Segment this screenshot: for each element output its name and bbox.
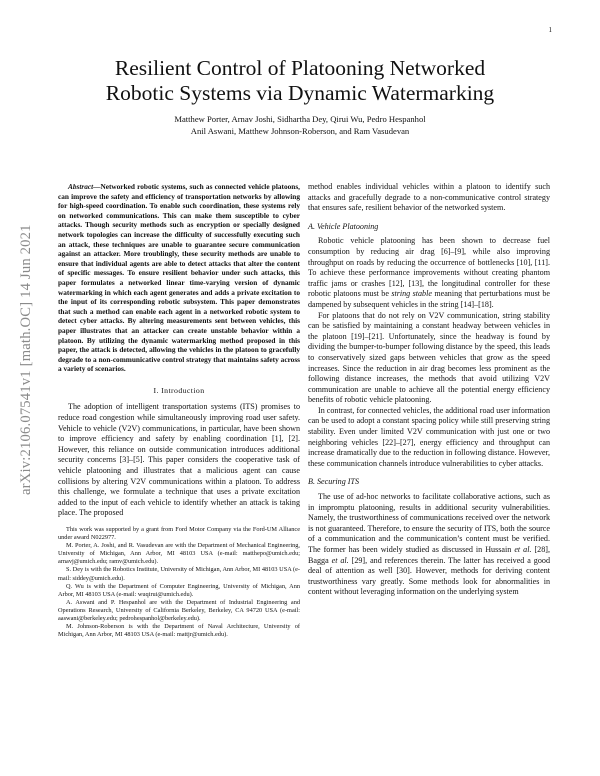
footnote-affiliation: A. Aswani and P. Hespanhol are with the Department of Industrial Engineering and Operations Research, University of California Berkeley, Berkeley, CA 94720 USA (e-mail: aaswani@berkeley.edu; pedrohespanhol@berkeley.edu). [58, 598, 300, 623]
text-run: [29], and references therein. The latter has received a good deal of attention as well [30]. However, methods for deriving content trustworthiness vary greatly. Some methods look for abnormalities in content without leveraging information on the underlying system [308, 555, 550, 597]
abstract-lead: Abstract [68, 182, 94, 191]
footnote-affiliation: Q. Wu is with the Department of Computer Engineering, University of Michigan, Ann Arbor, MI 48103 USA (e-mail: wuqirui@umich.edu). [58, 582, 300, 598]
paper-title [55, 56, 545, 106]
author-line-1: Matthew Porter, Arnav Joshi, Sidhartha Dey, Qirui Wu, Pedro Hespanhol [174, 114, 426, 124]
author-list [80, 113, 520, 137]
vehicle-platooning-paragraph-3: In contrast, for connected vehicles, the additional road user information can be used to adopt a constant spacing policy while still preserving string stability. Even under limited V2V communication with just one or two neighboring vehicles [22]–[27], energy efficiency and throughput can increase dramatically due to the reduction in following distance. However, these communication channels introduce vulnerabilities to cyber attacks. [308, 405, 550, 468]
emphasis-et-al: et al. [331, 555, 349, 565]
title-line-1: Resilient Control of Platooning Networked [114, 56, 486, 80]
footnote-affiliation: S. Dey is with the Robotics Institute, University of Michigan, Ann Arbor, MI 48103 USA (e-mail: siddey@umich.edu). [58, 566, 300, 582]
left-column [58, 182, 300, 639]
subsection-heading-vehicle-platooning: A. Vehicle Platooning [308, 221, 379, 231]
text-run: The use of ad-hoc networks to facilitate collaborative actions, such as in impromptu platooning, results in additional security vulnerabilities. Namely, the trustworthiness of communications received over the network is not guaranteed. Therefore, to ensure the security of ITS, both the source of a communication and the communication’s content must be verified. The former has been widely studied as discussed in Hussain [308, 492, 550, 554]
subsection-heading-securing-its: B. Securing ITS [308, 477, 360, 487]
emphasis-string-stable: string stable [391, 289, 432, 299]
abstract-text: —Networked robotic systems, such as connected vehicle platoons, can improve the safety and efficiency of transportation networks by allowing for high-speed coordination. To enable such coordination, these systems rely on networked communications. This can make them susceptible to cyber attacks. Though security methods such as encryption or specially designed network topologies can increase the difficulty of successfully executing such an attack, these techniques are unable to guarantee secure communication against an attacker. More troublingly, these security methods are unable to ensure that individual agents are able to detect attacks that alter the content of specific messages. To ensure resilient behavior under such attacks, this paper formulates a networked linear time-varying version of dynamic watermarking in which each agent generates and adds a private excitation to the input of its corresponding robotic subsystem. This paper demonstrates that such a method can enable each agent in a networked robotic system to detect cyber attacks. By altering measurements sent between vehicles, this paper illustrates that an attacker can create unstable behavior within a platoon. By utilizing the dynamic watermarking method proposed in this paper, the attack is detected, allowing the vehicles in the platoon to gracefully degrade to a non-communicative control strategy that maintains safety across a variety of scenarios. [58, 182, 300, 374]
footnote-affiliation: M. Porter, A. Joshi, and R. Vasudevan are with the Department of Mechanical Engineering, University of Michigan, Ann Arbor, MI 48103 USA (e-mail: matthepo@umich.edu; arnavj@umich.edu; ramv@umich.edu). [58, 542, 300, 566]
text-run: Robotic vehicle platooning has been shown to decrease fuel consumption by reducing air drag [6]–[9], while also improving throughput on roads by reducing the occurrence of bottlenecks [10], [11]. To achieve these performance improvements without creating phantom traffic jams or crashes [12], [13], the longitudinal controller for these robotic platoons must be [308, 236, 550, 299]
introduction-paragraph: The adoption of intelligent transportation systems (ITS) promises to reduce road congestion while simultaneously improving road user safety. Vehicle to vehicle (V2V) communications, in particular, have been shown to improve efficiency and safety by enabling coordination [1], [2]. However, this reliance on outside communication introduces additional security concerns [3]–[5]. This paper considers the cooperative task of vehicle platooning and illustrates that a malicious agent can cause collisions by altering V2V communications within a platoon. To address this challenge, we formulate a technique that uses a private excitation added to the input of each vehicle to identify whether an attack is taking place. The proposed [58, 402, 300, 518]
page-number: 1 [548, 26, 552, 34]
right-column [308, 182, 550, 598]
author-line-2: Anil Aswani, Matthew Johnson-Roberson, and Ram Vasudevan [190, 126, 410, 136]
securing-its-paragraph-1 [308, 492, 550, 598]
vehicle-platooning-paragraph-1 [308, 236, 550, 310]
footnote-funding: This work was supported by a grant from Ford Motor Company via the Ford-UM Alliance under award N022977. [58, 526, 300, 542]
footnote-affiliation: M. Johnson-Roberson is with the Department of Naval Architecture, University of Michigan, Ann Arbor, MI 48103 USA (e-mail: mattjr@umich.edu). [58, 623, 300, 639]
vehicle-platooning-paragraph-2: For platoons that do not rely on V2V communication, string stability can be satisfied by maintaining a constant headway between vehicles in the platoon [19]–[21]. Unfortunately, since the headway is found by dividing the bumper-to-bumper following distance by the speed, this leads to conservatively sized gaps between vehicles that grow as the speed increases. Since the reduction in air drag becomes less prominent as the following distance increases, the methods that avoid utilizing V2V communication are unable to achieve all the potential energy efficiency benefits of robotic vehicle platooning. [308, 310, 550, 405]
arxiv-identifier-watermark[interactable]: arXiv:2106.07541v1 [math.OC] 14 Jun 2021 [18, 224, 34, 495]
title-line-2: Robotic Systems via Dynamic Watermarking [105, 81, 495, 105]
introduction-continuation: method enables individual vehicles within a platoon to identify such attacks and gracefully degrade to a non-communicative control strategy that ensures safe, resilient behavior of the networked system. [308, 182, 550, 213]
text-run: meaning that perturbations must be dampened by subsequent vehicles in the string [14]–[18]. [308, 289, 550, 309]
text-run: [28], Bagga [308, 545, 550, 565]
emphasis-et-al: et al. [514, 545, 532, 554]
footnotes [58, 526, 300, 639]
section-heading-introduction: I. Introduction [153, 385, 205, 395]
abstract [58, 182, 300, 374]
